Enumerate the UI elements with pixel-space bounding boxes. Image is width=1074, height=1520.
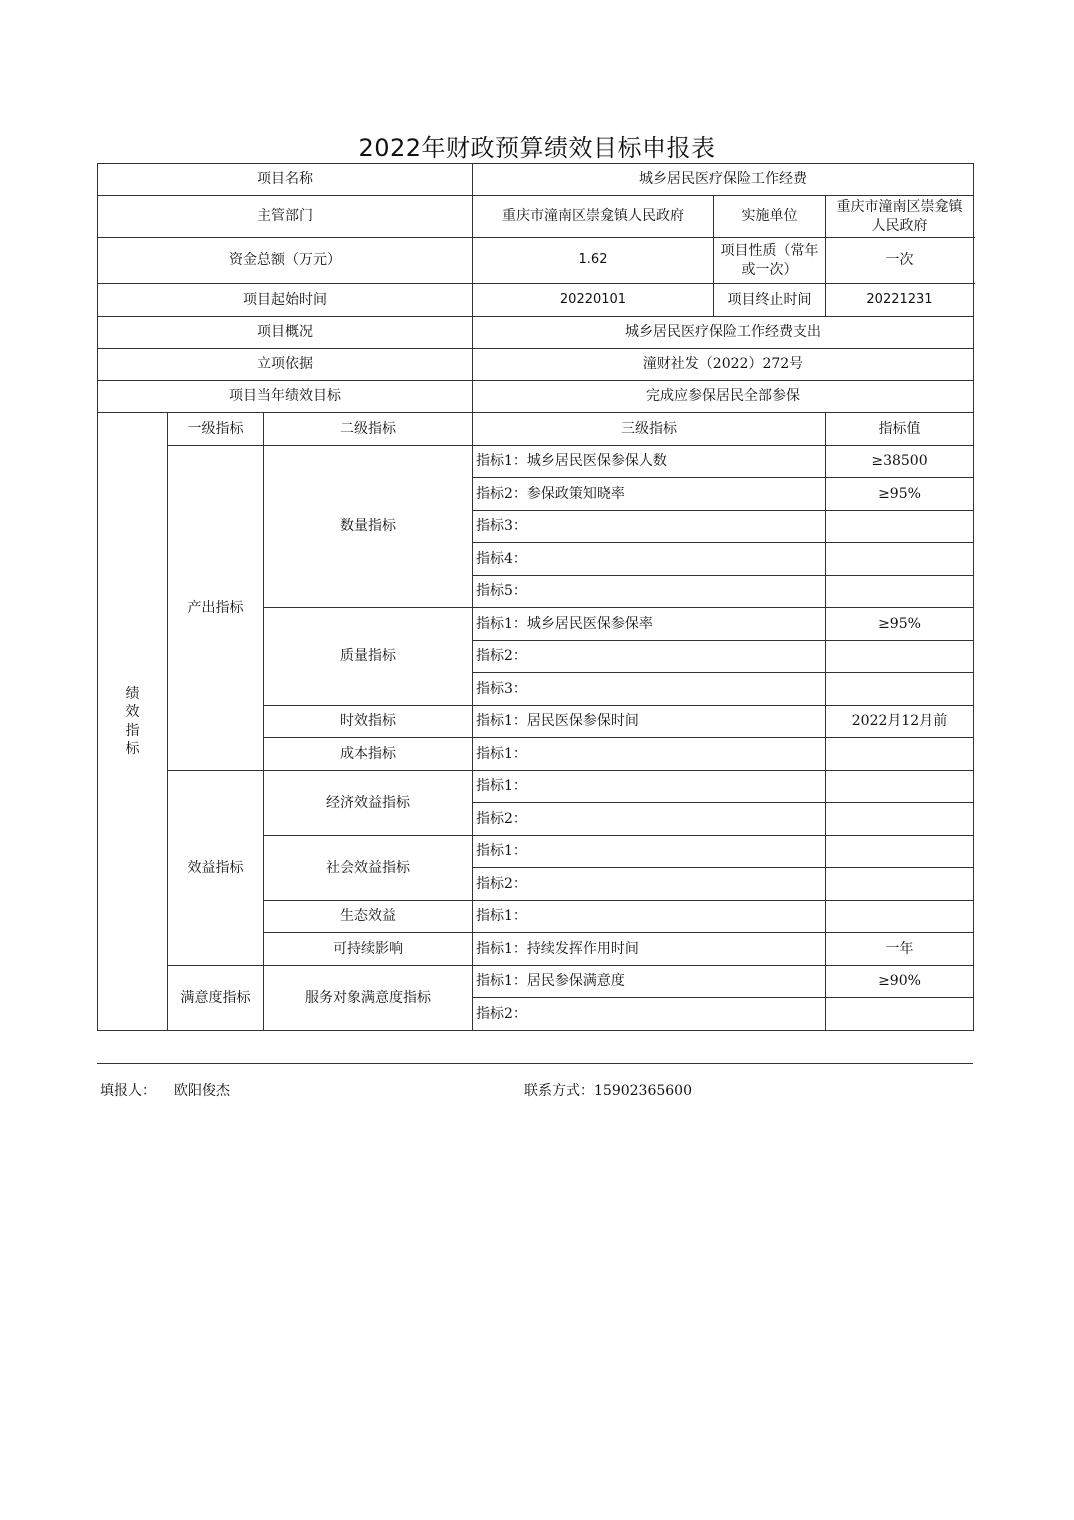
- indicator-name: 指标1：持续发挥作用时间: [473, 933, 826, 966]
- indicator-value: [826, 641, 974, 673]
- level2-ecological: 生态效益: [264, 901, 473, 933]
- level1-satisfaction: 满意度指标: [168, 966, 264, 1031]
- level2-service-satisfaction: 服务对象满意度指标: [264, 966, 473, 1031]
- row-project-name: [98, 164, 974, 196]
- indicator-value: ≥95%: [826, 608, 974, 641]
- indicator-value: [826, 771, 974, 803]
- indicator-name: 指标1：: [473, 771, 826, 803]
- nature-value: 一次: [826, 238, 974, 284]
- project-name-label: 项目名称: [98, 164, 473, 196]
- table-row: [98, 446, 974, 478]
- indicator-name: 指标1：: [473, 738, 826, 771]
- indicator-name: 指标2：: [473, 998, 826, 1031]
- level2-cost: 成本指标: [264, 738, 473, 771]
- header-level2: 二级指标: [264, 413, 473, 446]
- indicator-name: 指标3：: [473, 673, 826, 706]
- level1-benefit: 效益指标: [168, 771, 264, 966]
- header-value: 指标值: [826, 413, 974, 446]
- contact: [524, 1080, 692, 1100]
- header-level1: 一级指标: [168, 413, 264, 446]
- overview-value: 城乡居民医疗保险工作经费支出: [473, 317, 974, 349]
- indicator-value: [826, 576, 974, 608]
- end-value: 20221231: [826, 284, 974, 317]
- indicator-value: [826, 836, 974, 868]
- performance-form-table: [97, 163, 974, 1031]
- overview-label: 项目概况: [98, 317, 473, 349]
- start-label: 项目起始时间: [98, 284, 473, 317]
- section-label-performance: 绩 效 指 标: [98, 413, 168, 1031]
- indicator-value: 一年: [826, 933, 974, 966]
- dept-label: 主管部门: [98, 196, 473, 238]
- contact-label: 联系方式：: [524, 1083, 594, 1099]
- goal-label: 项目当年绩效目标: [98, 381, 473, 413]
- goal-value: 完成应参保居民全部参保: [473, 381, 974, 413]
- row-basis: [98, 349, 974, 381]
- indicator-value: 2022月12月前: [826, 706, 974, 738]
- fund-label: 资金总额（万元）: [98, 238, 473, 284]
- contact-value: 15902365600: [594, 1083, 692, 1099]
- indicator-name: 指标2：参保政策知晓率: [473, 478, 826, 511]
- row-goal: [98, 381, 974, 413]
- page-title: 2022年财政预算绩效目标申报表: [358, 134, 716, 162]
- start-value: 20220101: [473, 284, 714, 317]
- indicator-name: 指标2：: [473, 803, 826, 836]
- indicator-header-row: [98, 413, 974, 446]
- level2-social: 社会效益指标: [264, 836, 473, 901]
- reporter-name: 欧阳俊杰: [174, 1083, 230, 1099]
- indicator-name: 指标1：居民参保满意度: [473, 966, 826, 998]
- reporter-label: 填报人：: [100, 1083, 156, 1099]
- indicator-name: 指标3：: [473, 511, 826, 543]
- fund-value: 1.62: [473, 238, 714, 284]
- level2-economic: 经济效益指标: [264, 771, 473, 836]
- reporter: [100, 1080, 230, 1100]
- indicator-name: 指标5：: [473, 576, 826, 608]
- indicator-name: 指标1：居民医保参保时间: [473, 706, 826, 738]
- basis-label: 立项依据: [98, 349, 473, 381]
- dept-value: 重庆市潼南区崇龛镇人民政府: [473, 196, 714, 238]
- table-row: [98, 771, 974, 803]
- level2-sustainable: 可持续影响: [264, 933, 473, 966]
- indicator-value: [826, 511, 974, 543]
- indicator-value: [826, 901, 974, 933]
- indicator-name: 指标1：: [473, 836, 826, 868]
- indicator-value: [826, 998, 974, 1031]
- row-dates: [98, 284, 974, 317]
- level2-quality: 质量指标: [264, 608, 473, 706]
- row-funds: [98, 238, 974, 284]
- indicator-value: [826, 803, 974, 836]
- indicator-value: [826, 868, 974, 901]
- indicator-name: 指标1：城乡居民医保参保人数: [473, 446, 826, 478]
- indicator-name: 指标4：: [473, 543, 826, 576]
- indicator-value: [826, 673, 974, 706]
- indicator-value: ≥38500: [826, 446, 974, 478]
- indicator-value: [826, 738, 974, 771]
- row-department: [98, 196, 974, 238]
- footer-divider: [97, 1063, 973, 1064]
- indicator-name: 指标2：: [473, 641, 826, 673]
- indicator-value: [826, 543, 974, 576]
- indicator-name: 指标1：: [473, 901, 826, 933]
- table-row: [98, 966, 974, 998]
- level2-quantity: 数量指标: [264, 446, 473, 608]
- indicator-name: 指标1：城乡居民医保参保率: [473, 608, 826, 641]
- nature-label: 项目性质（常年或一次）: [714, 238, 826, 284]
- basis-value: 潼财社发（2022）272号: [473, 349, 974, 381]
- header-level3: 三级指标: [473, 413, 826, 446]
- indicator-value: ≥95%: [826, 478, 974, 511]
- level2-timeliness: 时效指标: [264, 706, 473, 738]
- impl-value: 重庆市潼南区崇龛镇人民政府: [826, 196, 974, 238]
- indicator-name: 指标2：: [473, 868, 826, 901]
- impl-label: 实施单位: [714, 196, 826, 238]
- row-overview: [98, 317, 974, 349]
- level1-output: 产出指标: [168, 446, 264, 771]
- project-name-value: 城乡居民医疗保险工作经费: [473, 164, 974, 196]
- indicator-value: ≥90%: [826, 966, 974, 998]
- end-label: 项目终止时间: [714, 284, 826, 317]
